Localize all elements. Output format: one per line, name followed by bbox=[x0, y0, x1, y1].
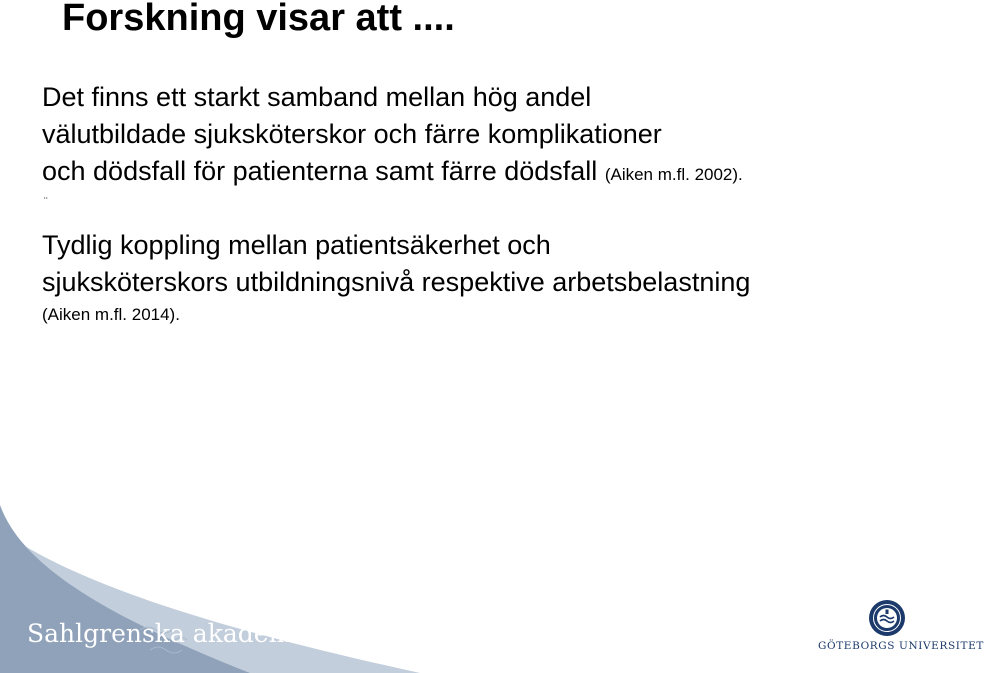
paragraph1-line2: välutbildade sjuksköterskor och färre komplikationer bbox=[42, 119, 662, 149]
university-seal-icon bbox=[868, 599, 906, 637]
sahlgrenska-brand: Sahlgrenska akademin bbox=[27, 619, 317, 648]
paragraph1-line3-text: och dödsfall för patienterna samt färre dödsfall bbox=[42, 156, 598, 186]
paragraph2-line1: Tydlig koppling mellan patientsäkerhet och bbox=[42, 230, 551, 260]
paragraph1-line3 bbox=[42, 153, 743, 193]
citation-aiken-2014: (Aiken m.fl. 2014). bbox=[42, 305, 180, 324]
paragraph-patient-safety bbox=[42, 227, 750, 329]
paragraph1-line1: Det finns ett starkt samband mellan hög andel bbox=[42, 82, 592, 112]
citation-aiken-2002: (Aiken m.fl. 2002). bbox=[604, 165, 743, 184]
university-name: GÖTEBORGS UNIVERSITET bbox=[818, 640, 984, 652]
paragraph-research-findings bbox=[42, 79, 743, 193]
stray-mark: ¨ bbox=[44, 196, 48, 208]
slide-title: Forskning visar att .... bbox=[62, 0, 455, 39]
paragraph2-line2: sjuksköterskors utbildningsnivå respektive arbetsbelastning bbox=[42, 267, 751, 297]
